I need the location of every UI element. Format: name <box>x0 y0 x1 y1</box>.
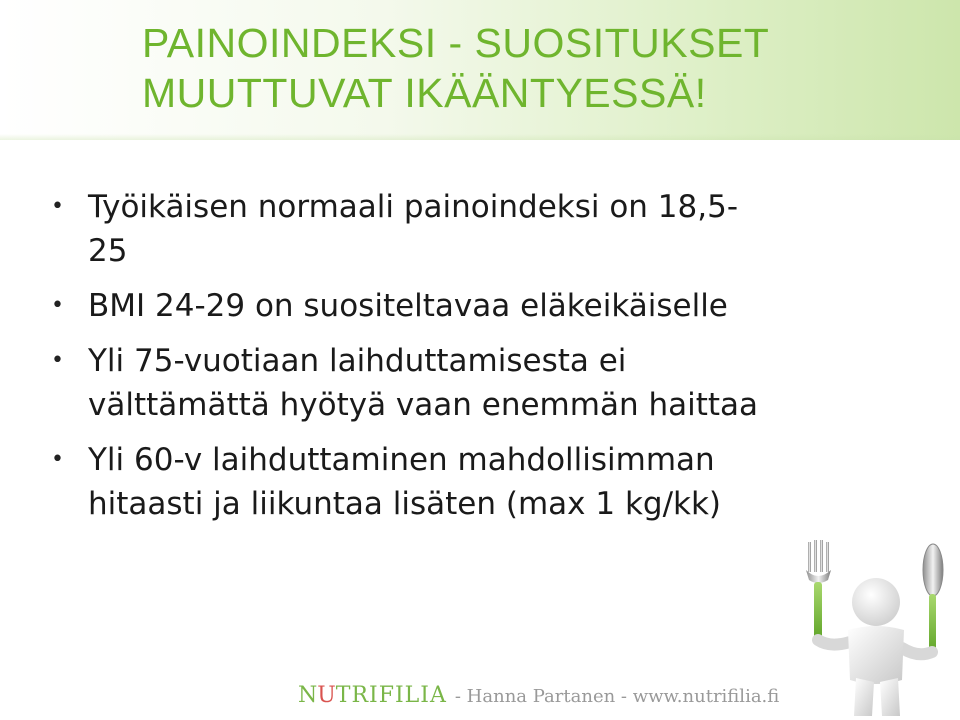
bullet-dot-icon: • <box>51 348 64 373</box>
bullet-dot-icon: • <box>51 447 64 472</box>
bullet-item-1 <box>48 185 908 273</box>
bullet-dot-icon: • <box>51 194 64 219</box>
bullet-1-line-1: Työikäisen normaali painoindeksi on 18,5- <box>88 189 739 225</box>
figure-with-fork-and-spoon-icon <box>790 530 960 720</box>
slide-title <box>142 18 932 118</box>
bullet-3-line-1: Yli 75-vuotiaan laihduttamisesta ei <box>88 343 627 379</box>
bullet-item-3 <box>48 339 908 427</box>
fork-icon <box>806 540 831 640</box>
bullet-2-line-1: BMI 24-29 on suositeltavaa eläkeikäiselle <box>88 288 728 324</box>
bullet-item-4 <box>48 438 908 526</box>
footer-credit: - Hanna Partanen - www.nutrifilia.fi <box>454 686 780 707</box>
bullet-item-2 <box>48 284 908 328</box>
title-line-2: MUUTTUVAT IKÄÄNTYESSÄ! <box>142 70 707 116</box>
brand-letter-u: U <box>317 683 336 708</box>
brand-name-rest: TRIFILIA <box>335 683 447 708</box>
title-line-1: PAINOINDEKSI - SUOSITUKSET <box>142 20 770 66</box>
bullet-1-line-2: 25 <box>88 233 128 269</box>
title-band <box>0 0 960 140</box>
bullet-4-line-2: hitaasti ja liikuntaa lisäten (max 1 kg/kk) <box>88 486 722 522</box>
bullet-3-line-2: välttämättä hyötyä vaan enemmän haittaa <box>88 387 759 423</box>
brand-letter-n: N <box>298 683 318 708</box>
footer-logo <box>298 683 779 708</box>
bullet-dot-icon: • <box>51 293 64 318</box>
spoon-icon <box>923 544 943 654</box>
bullet-4-line-1: Yli 60-v laihduttaminen mahdollisimman <box>88 442 715 478</box>
bullet-list <box>48 185 908 537</box>
